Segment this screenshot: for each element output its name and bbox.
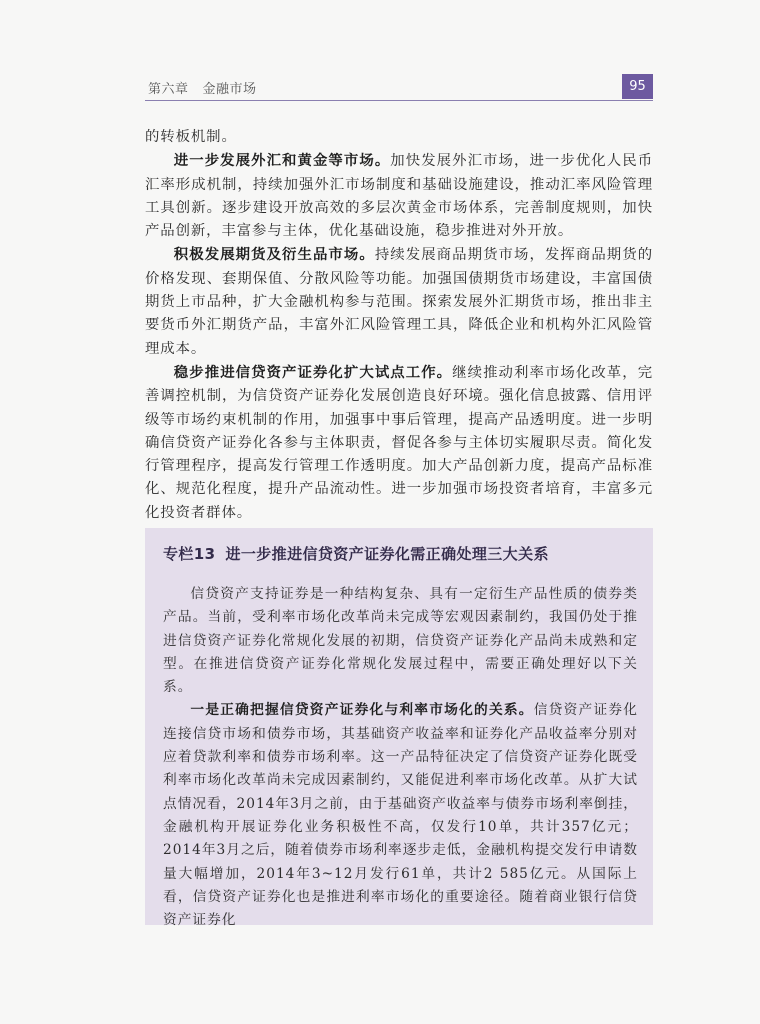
paragraph-fx-gold bbox=[145, 149, 653, 243]
paragraph-heading: 积极发展期货及衍生品市场。 bbox=[173, 246, 375, 264]
box-number: 专栏13 bbox=[163, 545, 216, 563]
paragraph-body: 继续推动利率市场化改革，完善调控机制，为信贷资产证券化发展创造良好环境。强化信息披露、信用评级等市场约束机制的作用，加强事中事后管理，提高产品透明度。进一步明确信贷资产证券化各参与主体职责，督促各参与主体切实履职尽责。简化发行管理程序，提高发行管理工作透明度。加大产品创新力度，提高产品标准化、规范化程度，提升产品流动性。进一步加强市场投资者培育，丰富多元化投资者群体。 bbox=[145, 364, 654, 521]
box-title bbox=[163, 543, 549, 564]
box-heading: 进一步推进信贷资产证券化需正确处理三大关系 bbox=[225, 545, 549, 563]
paragraph-heading: 稳步推进信贷资产证券化扩大试点工作。 bbox=[173, 363, 453, 381]
box-body bbox=[163, 583, 638, 932]
chapter-number: 第六章 bbox=[148, 82, 189, 97]
running-header bbox=[145, 74, 653, 100]
paragraph-body: 持续发展商品期货市场，发挥商品期货的价格发现、套期保值、分散风险等功能。加强国债期货市场建设，丰富国债期货上市品种，扩大金融机构参与范围。探索发展外汇期货市场，推出非主要货币外汇期货产品，丰富外汇风险管理工具，降低企业和机构外汇风险管理成本。 bbox=[145, 247, 654, 357]
chapter-title bbox=[148, 78, 271, 97]
sidebar-box bbox=[145, 528, 653, 929]
paragraph-continued: 的转板机制。 bbox=[145, 129, 237, 145]
paragraph-futures bbox=[145, 243, 653, 360]
box-paragraph-intro: 信贷资产支持证券是一种结构复杂、具有一定衍生产品性质的债券类产品。当前，受利率市场化改革尚未完成等宏观因素制约，我国仍处于推进信贷资产证券化常规化发展的初期，信贷资产证券化产品尚未成熟和定型。在推进信贷资产证券化常规化发展过程中，需要正确处理好以下关系。 bbox=[163, 586, 638, 696]
paragraph-securitization bbox=[145, 361, 653, 525]
chapter-name: 金融市场 bbox=[202, 82, 257, 97]
page-number-badge: 95 bbox=[622, 74, 653, 99]
paragraph-body: 加快发展外汇市场，进一步优化人民币汇率形成机制，持续加强外汇市场制度和基础设施建设，推动汇率风险管理工具创新。逐步建设开放高效的多层次黄金市场体系，完善制度规则，加快产品创新，丰富参与主体，优化基础设施，稳步推进对外开放。 bbox=[145, 153, 653, 240]
box-paragraph-heading: 一是正确把握信贷资产证券化与利率市场化的关系。 bbox=[190, 702, 534, 719]
header-divider bbox=[145, 100, 653, 101]
box-paragraph-body: 信贷资产证券化连接信贷市场和债券市场，其基础资产收益率和证券化产品收益率分别对应着贷款利率和债券市场利率。这一产品特征决定了信贷资产证券化既受利率市场化改革尚未完成因素制约，又能促进利率市场化改革。从扩大试点情况看，2014年3月之前，由于基础资产收益率与债券市场利率倒挂，金融机构开展证券化业务积极性不高，仅发行10单，共计357亿元；2014年3月之后，随着债券市场利率逐步走低，金融机构提交发行申请数量大幅增加，2014年3~12月发行61单，共计2 585亿元。从国际上看，信贷资产证券化也是推进利率市场化的重要途径。随着商业银行信贷资产证券化 bbox=[163, 702, 638, 929]
paragraph-heading: 进一步发展外汇和黄金等市场。 bbox=[173, 152, 391, 170]
main-text bbox=[145, 126, 653, 525]
box-paragraph-first-relation bbox=[163, 699, 638, 932]
